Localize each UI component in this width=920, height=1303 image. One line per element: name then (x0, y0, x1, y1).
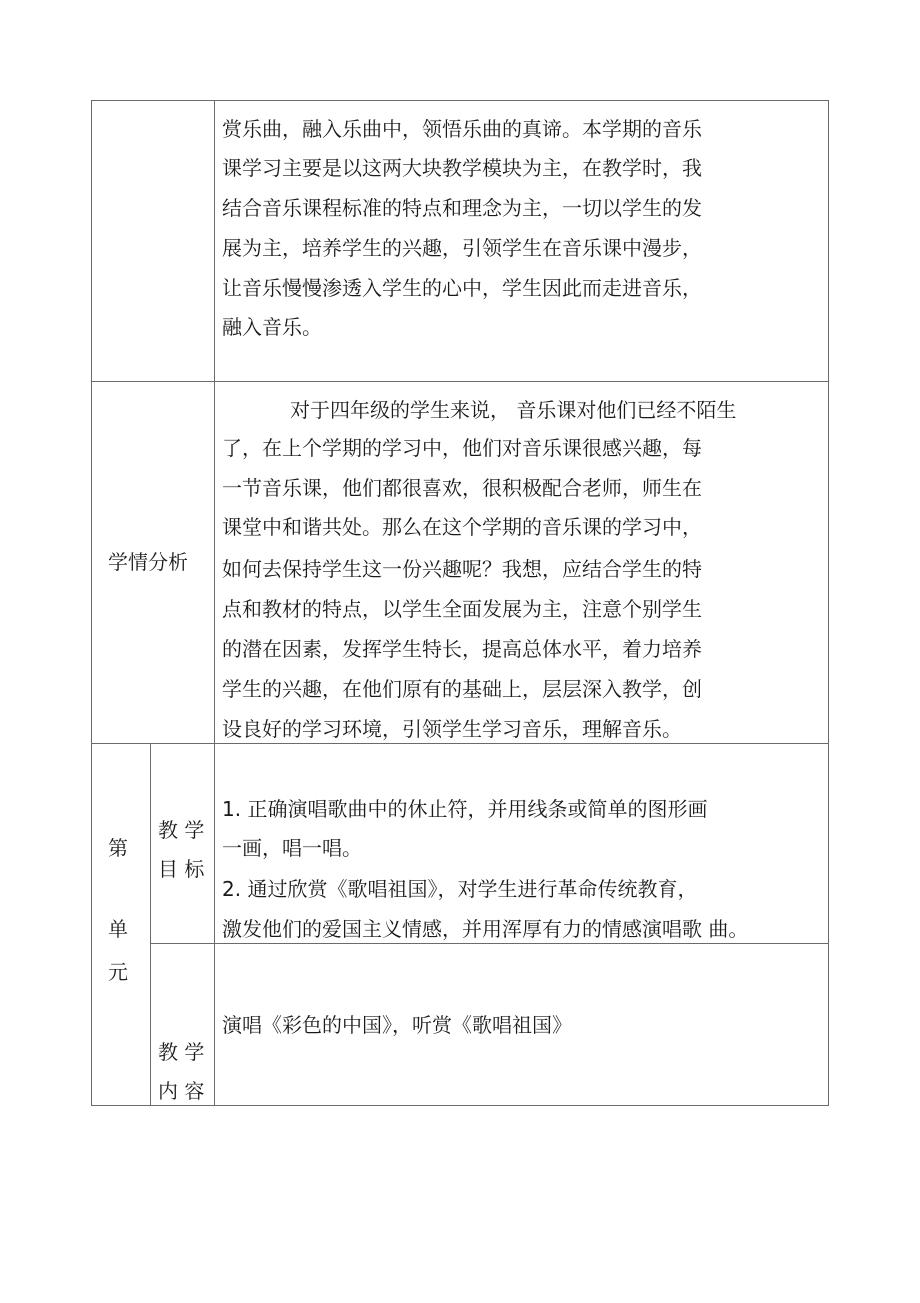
teaching-content-label-top: 教 学 (158, 1040, 205, 1064)
unit-label-char: 元 (108, 960, 128, 984)
teaching-goals-label-bottom: 目 标 (158, 857, 205, 881)
row-divider-3 (150, 943, 829, 944)
text-line: 课学习主要是以这两大块教学模块为主，在教学时，我 (222, 156, 702, 180)
learning-analysis-label: 学情分析 (108, 550, 188, 574)
teaching-content-text: 演唱《彩色的中国》，听赏《歌唱祖国》 (222, 1013, 572, 1037)
text-line: 一画，唱一唱。 (222, 836, 362, 860)
text-line: 学生的兴趣，在他们原有的基础上，层层深入教学，创 (222, 677, 702, 701)
text-line: 对于四年级的学生来说， 音乐课对他们已经不陌生 (290, 398, 737, 422)
text-line: 融入音乐。 (222, 315, 322, 339)
table-bottom-border (91, 1105, 829, 1106)
text-line: 点和教材的特点，以学生全面发展为主，注意个别学生 (222, 597, 702, 621)
text-line: 结合音乐课程标准的特点和理念为主，一切以学生的发 (222, 196, 702, 220)
teaching-content-label-bottom: 内 容 (158, 1079, 205, 1103)
row-divider-2 (91, 743, 829, 744)
column-divider-unit (150, 743, 151, 1106)
text-line: 激发他们的爱国主义情感，并用浑厚有力的情感演唱歌 曲。 (222, 917, 749, 941)
text-line: 赏乐曲，融入乐曲中，领悟乐曲的真谛。本学期的音乐 (222, 117, 702, 141)
column-divider-main (214, 100, 215, 1106)
text-line: 了，在上个学期的学习中，他们对音乐课很感兴趣，每 (222, 436, 702, 460)
row-divider-1 (91, 381, 829, 382)
text-line: 2. 通过欣赏《歌唱祖国》，对学生进行革命传统教育， (222, 877, 698, 901)
table-left-border (91, 100, 92, 1106)
text-line: 让音乐慢慢渗透入学生的心中，学生因此而走进音乐， (222, 276, 702, 300)
unit-label-char: 第 (108, 836, 128, 860)
text-line: 一节音乐课，他们都很喜欢，很积极配合老师，师生在 (222, 476, 702, 500)
teaching-goals-label-top: 教 学 (158, 818, 205, 842)
unit-label-char: 单 (108, 917, 128, 941)
text-line: 展为主，培养学生的兴趣，引领学生在音乐课中漫步， (222, 236, 702, 260)
table-top-border (91, 100, 829, 101)
text-line: 的潜在因素，发挥学生特长，提高总体水平，着力培养 (222, 637, 702, 661)
text-line: 如何去保持学生这一份兴趣呢？我想，应结合学生的特 (222, 557, 702, 581)
text-line: 1. 正确演唱歌曲中的休止符，并用线条或简单的图形画 (222, 797, 708, 821)
text-line: 课堂中和谐共处。那么在这个学期的音乐课的学习中， (222, 515, 702, 539)
table-right-border (828, 100, 829, 1106)
text-line: 设良好的学习环境，引领学生学习音乐，理解音乐。 (222, 717, 682, 741)
